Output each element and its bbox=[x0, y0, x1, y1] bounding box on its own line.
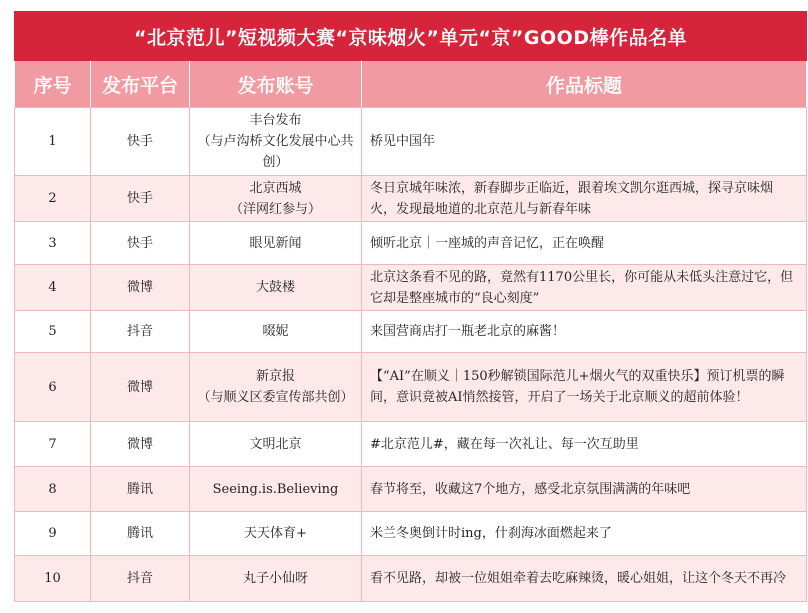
platform-cell: 微博 bbox=[91, 422, 190, 467]
works-table bbox=[14, 11, 807, 602]
account-cell: 大鼓楼 bbox=[190, 265, 362, 311]
row-number: 4 bbox=[15, 265, 91, 311]
table-row bbox=[15, 311, 807, 353]
header-row bbox=[15, 61, 807, 108]
account-cell: Seeing.is.Believing bbox=[190, 467, 362, 512]
account-cell: 文明北京 bbox=[190, 422, 362, 467]
platform-cell: 腾讯 bbox=[91, 512, 190, 556]
work-title-cell: #北京范儿#，藏在每一次礼让、每一次互助里 bbox=[362, 422, 807, 467]
platform-cell: 抖音 bbox=[91, 556, 190, 602]
work-title-cell: 看不见路，却被一位姐姐牵着去吃麻辣烫，暖心姐姐，让这个冬天不再冷 bbox=[362, 556, 807, 602]
table-row bbox=[15, 353, 807, 422]
account-cell: 眼见新闻 bbox=[190, 222, 362, 265]
work-title-cell: 【“AI”在顺义｜150秒解锁国际范儿+烟火气的双重快乐】预订机票的瞬间，意识竟被AI悄然接管，开启了一场关于北京顺义的超前体验！ bbox=[362, 353, 807, 422]
table-title: “北京范儿”短视频大赛“京味烟火”单元“京”GOOD棒作品名单 bbox=[15, 12, 807, 61]
column-header-account: 发布账号 bbox=[190, 61, 362, 108]
row-number: 3 bbox=[15, 222, 91, 265]
account-cell: 新京报 （与顺义区委宣传部共创） bbox=[190, 353, 362, 422]
account-cell: 丸子小仙呀 bbox=[190, 556, 362, 602]
account-cell: 天天体育+ bbox=[190, 512, 362, 556]
column-header-title: 作品标题 bbox=[362, 61, 807, 108]
account-cell: 啜妮 bbox=[190, 311, 362, 353]
table-row bbox=[15, 265, 807, 311]
work-title-cell: 北京这条看不见的路，竟然有1170公里长，你可能从未低头注意过它，但它却是整座城市的“良心刻度” bbox=[362, 265, 807, 311]
work-title-cell: 米兰冬奥倒计时ing，什刹海冰面燃起来了 bbox=[362, 512, 807, 556]
table-row bbox=[15, 556, 807, 602]
work-title-cell: 桥见中国年 bbox=[362, 108, 807, 176]
row-number: 6 bbox=[15, 353, 91, 422]
table-row bbox=[15, 467, 807, 512]
platform-cell: 快手 bbox=[91, 176, 190, 222]
row-number: 1 bbox=[15, 108, 91, 176]
row-number: 2 bbox=[15, 176, 91, 222]
platform-cell: 抖音 bbox=[91, 311, 190, 353]
row-number: 10 bbox=[15, 556, 91, 602]
platform-cell: 微博 bbox=[91, 265, 190, 311]
work-title-cell: 来国营商店打一瓶老北京的麻酱！ bbox=[362, 311, 807, 353]
platform-cell: 腾讯 bbox=[91, 467, 190, 512]
column-header-platform: 发布平台 bbox=[91, 61, 190, 108]
row-number: 9 bbox=[15, 512, 91, 556]
table-row bbox=[15, 422, 807, 467]
table-row bbox=[15, 222, 807, 265]
row-number: 7 bbox=[15, 422, 91, 467]
work-title-cell: 春节将至，收藏这7个地方，感受北京氛围满满的年味吧 bbox=[362, 467, 807, 512]
column-header-no: 序号 bbox=[15, 61, 91, 108]
work-title-cell: 倾听北京｜一座城的声音记忆，正在唤醒 bbox=[362, 222, 807, 265]
work-title-cell: 冬日京城年味浓，新春脚步正临近，跟着埃文凯尔逛西城，探寻京味烟火，发现最地道的北京范儿与新春年味 bbox=[362, 176, 807, 222]
row-number: 8 bbox=[15, 467, 91, 512]
platform-cell: 快手 bbox=[91, 108, 190, 176]
platform-cell: 微博 bbox=[91, 353, 190, 422]
account-cell: 丰台发布 （与卢沟桥文化发展中心共创） bbox=[190, 108, 362, 176]
table-row bbox=[15, 512, 807, 556]
platform-cell: 快手 bbox=[91, 222, 190, 265]
table-row bbox=[15, 108, 807, 176]
table-row bbox=[15, 176, 807, 222]
row-number: 5 bbox=[15, 311, 91, 353]
account-cell: 北京西城 （洋网红参与） bbox=[190, 176, 362, 222]
